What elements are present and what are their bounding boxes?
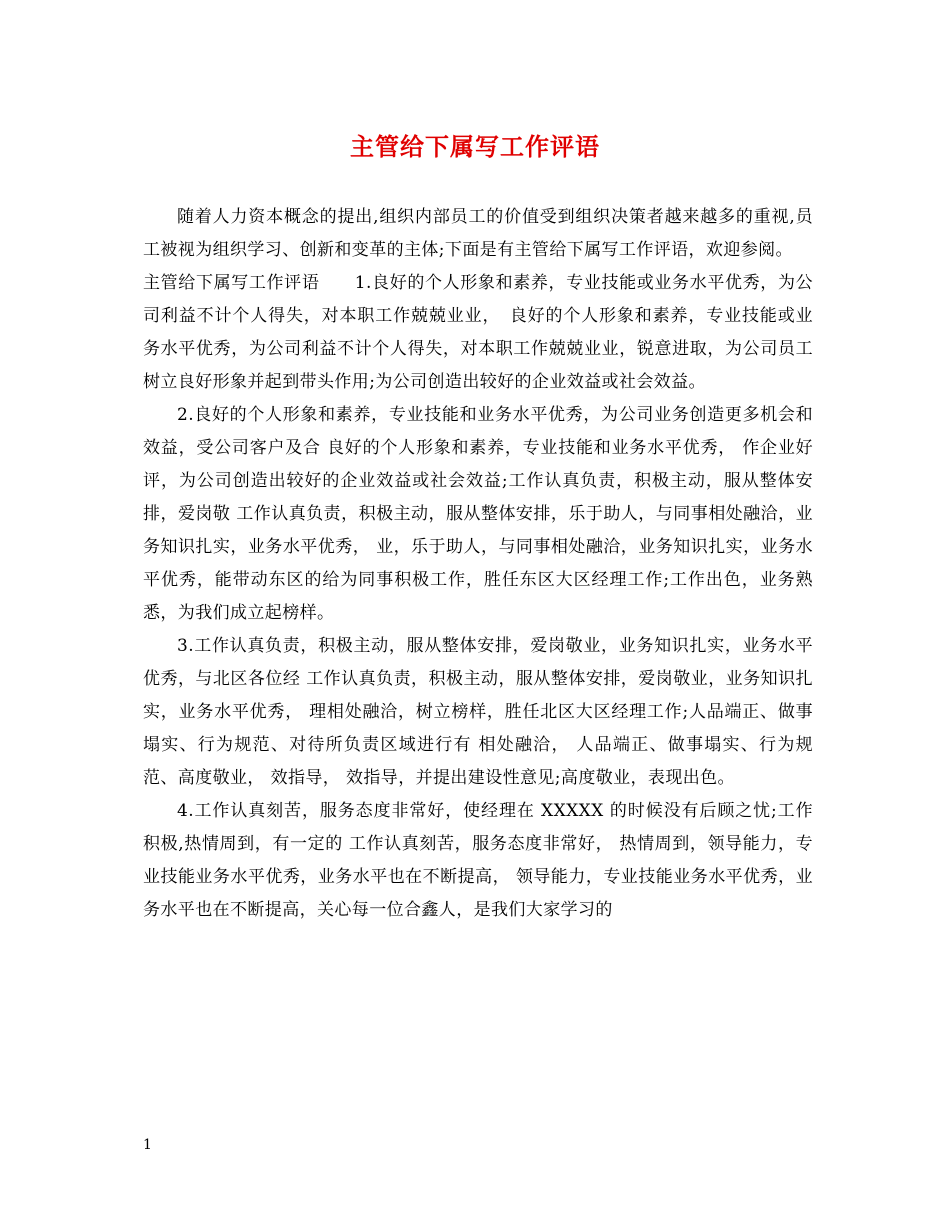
document-body bbox=[143, 201, 813, 927]
page-number: 1 bbox=[143, 1137, 152, 1153]
paragraph-1: 主管给下属写工作评语 1.良好的个人形象和素养，专业技能或业务水平优秀，为公司利益不计个人得失，对本职工作兢兢业业， 良好的个人形象和素养，专业技能或业务水平优秀，为公司利益不计个人得失，对本职工作兢兢业业，锐意进取，为公司员工树立良好形象并起到带头作用;为公司创造出较好的企业效益或社会效益。 bbox=[143, 273, 813, 392]
paragraph-3: 3.工作认真负责，积极主动，服从整体安排，爱岗敬业，业务知识扎实，业务水平优秀，与北区各位经 工作认真负责，积极主动，服从整体安排，爱岗敬业，业务知识扎实，业务水平优秀， 理相处融洽，树立榜样，胜任北区大区经理工作;人品端正、做事塌实、行为规范、对待所负责区域进行有 相处融洽， 人品端正、做事塌实、行为规范、高度敬业， 效指导， 效指导，并提出建设性意见;高度敬业，表现出色。 bbox=[143, 636, 813, 788]
paragraph-intro: 随着人力资本概念的提出,组织内部员工的价值受到组织决策者越来越多的重视,员工被视为组织学习、创新和变革的主体;下面是有主管给下属写工作评语，欢迎参阅。 bbox=[143, 207, 813, 260]
document-title: 主管给下属写工作评语 bbox=[350, 132, 600, 161]
paragraph-2: 2.良好的个人形象和素养，专业技能和业务水平优秀，为公司业务创造更多机会和效益，受公司客户及合 良好的个人形象和素养，专业技能和业务水平优秀， 作企业好评，为公司创造出较好的企业效益或社会效益;工作认真负责，积极主动，服从整体安排，爱岗敬 工作认真负责，积极主动，服从整体安排，乐于助人，与同事相处融洽，业务知识扎实，业务水平优秀， 业，乐于助人，与同事相处融洽，业务知识扎实，业务水平优秀，能带动东区的给为同事积极工作，胜任东区大区经理工作;工作出色，业务熟悉，为我们成立起榜样。 bbox=[143, 405, 813, 623]
paragraph-4: 4.工作认真刻苦，服务态度非常好，使经理在 XXXXX 的时候没有后顾之忧;工作积极,热情周到，有一定的 工作认真刻苦，服务态度非常好， 热情周到，领导能力，专业技能业务水平优秀，业务水平也在不断提高， 领导能力，专业技能业务水平优秀，业务水平也在不断提高，关心每一位合鑫人，是我们大家学习的 bbox=[143, 801, 813, 920]
